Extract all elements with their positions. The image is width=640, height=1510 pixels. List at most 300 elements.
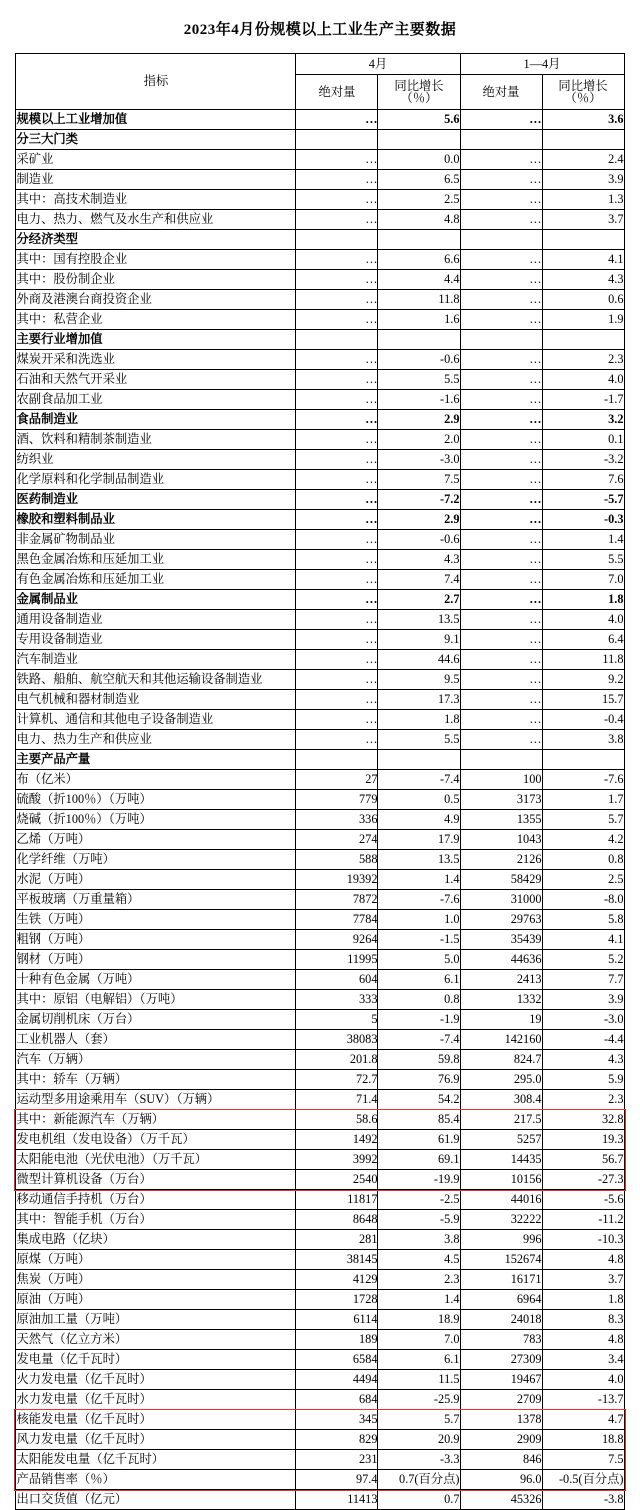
cell-month-absolute: 6114 bbox=[296, 1310, 378, 1330]
cell-cumulative-absolute: 27309 bbox=[460, 1350, 542, 1370]
cell-month-absolute: … bbox=[296, 190, 378, 210]
cell-cumulative-absolute: 100 bbox=[460, 770, 542, 790]
cell-cumulative-absolute bbox=[460, 330, 542, 350]
row-label: 非金属矿物制品业 bbox=[16, 530, 296, 550]
cell-month-yoy: 20.9 bbox=[378, 1430, 460, 1450]
cell-cumulative-yoy: 2.3 bbox=[542, 350, 624, 370]
header-cumulative-yoy bbox=[542, 75, 624, 110]
cell-month-absolute: 3992 bbox=[296, 1150, 378, 1170]
table-row bbox=[16, 1270, 624, 1290]
cell-month-absolute bbox=[296, 330, 378, 350]
cell-month-yoy: 5.0 bbox=[378, 950, 460, 970]
cell-cumulative-yoy: 3.8 bbox=[542, 730, 624, 750]
cell-cumulative-absolute: … bbox=[460, 590, 542, 610]
cell-month-yoy: -5.9 bbox=[378, 1210, 460, 1230]
cell-month-yoy: 18.9 bbox=[378, 1310, 460, 1330]
table-row bbox=[16, 510, 624, 530]
cell-cumulative-yoy: -0.3 bbox=[542, 510, 624, 530]
cell-cumulative-absolute: 1332 bbox=[460, 990, 542, 1010]
cell-cumulative-yoy: 7.7 bbox=[542, 970, 624, 990]
cell-month-yoy: 6.5 bbox=[378, 170, 460, 190]
cell-cumulative-yoy: 0.1 bbox=[542, 430, 624, 450]
row-label: 计算机、通信和其他电子设备制造业 bbox=[16, 710, 296, 730]
cell-month-absolute: 1492 bbox=[296, 1130, 378, 1150]
cell-cumulative-absolute: … bbox=[460, 290, 542, 310]
cell-cumulative-absolute: 295.0 bbox=[460, 1070, 542, 1090]
cell-month-yoy: 2.5 bbox=[378, 190, 460, 210]
cell-cumulative-absolute: 31000 bbox=[460, 890, 542, 910]
header-cumulative-absolute: 绝对量 bbox=[460, 75, 542, 110]
table-row bbox=[16, 610, 624, 630]
cell-month-absolute: … bbox=[296, 510, 378, 530]
cell-month-absolute: 336 bbox=[296, 810, 378, 830]
cell-cumulative-yoy: 5.9 bbox=[542, 1070, 624, 1090]
table-row bbox=[16, 410, 624, 430]
row-label: 太阳能电池（光伏电池）（万千瓦） bbox=[16, 1150, 296, 1170]
cell-cumulative-absolute: … bbox=[460, 210, 542, 230]
table-row bbox=[16, 1390, 624, 1410]
cell-cumulative-absolute: … bbox=[460, 410, 542, 430]
table-row bbox=[16, 170, 624, 190]
table-row bbox=[16, 910, 624, 930]
cell-cumulative-yoy bbox=[542, 230, 624, 250]
row-label: 原油（万吨） bbox=[16, 1290, 296, 1310]
row-label: 其中：新能源汽车（万辆） bbox=[16, 1110, 296, 1130]
row-label: 焦炭（万吨） bbox=[16, 1270, 296, 1290]
header-cumulative-yoy-line2: （％） bbox=[564, 91, 602, 105]
cell-cumulative-yoy: 4.0 bbox=[542, 1370, 624, 1390]
cell-month-absolute: … bbox=[296, 690, 378, 710]
cell-month-absolute: … bbox=[296, 670, 378, 690]
cell-month-absolute: 97.4 bbox=[296, 1470, 378, 1490]
cell-cumulative-yoy: 32.8 bbox=[542, 1110, 624, 1130]
table-row bbox=[16, 730, 624, 750]
cell-month-yoy: -7.6 bbox=[378, 890, 460, 910]
row-label: 发电量（亿千瓦时） bbox=[16, 1350, 296, 1370]
row-label: 其中：国有控股企业 bbox=[16, 250, 296, 270]
cell-month-absolute: … bbox=[296, 310, 378, 330]
cell-month-yoy: -1.6 bbox=[378, 390, 460, 410]
cell-month-yoy: 59.8 bbox=[378, 1050, 460, 1070]
row-label: 粗钢（万吨） bbox=[16, 930, 296, 950]
row-label: 其中：私营企业 bbox=[16, 310, 296, 330]
table-row bbox=[16, 950, 624, 970]
cell-month-absolute: … bbox=[296, 290, 378, 310]
row-label: 天然气（亿立方米） bbox=[16, 1330, 296, 1350]
cell-month-yoy: -25.9 bbox=[378, 1390, 460, 1410]
cell-month-absolute: 231 bbox=[296, 1450, 378, 1470]
table-row bbox=[16, 190, 624, 210]
cell-cumulative-yoy: -5.6 bbox=[542, 1190, 624, 1210]
cell-cumulative-absolute: 19 bbox=[460, 1010, 542, 1030]
cell-month-absolute: 333 bbox=[296, 990, 378, 1010]
cell-cumulative-yoy: 5.5 bbox=[542, 550, 624, 570]
cell-month-absolute: … bbox=[296, 570, 378, 590]
row-label: 专用设备制造业 bbox=[16, 630, 296, 650]
cell-month-yoy: 17.9 bbox=[378, 830, 460, 850]
header-month-yoy-line2: （％） bbox=[400, 91, 438, 105]
cell-cumulative-yoy: 1.3 bbox=[542, 190, 624, 210]
cell-cumulative-yoy: 0.6 bbox=[542, 290, 624, 310]
cell-cumulative-absolute: … bbox=[460, 370, 542, 390]
cell-month-yoy: 5.7 bbox=[378, 1410, 460, 1430]
cell-month-yoy bbox=[378, 750, 460, 770]
row-label: 水泥（万吨） bbox=[16, 870, 296, 890]
cell-cumulative-absolute: 217.5 bbox=[460, 1110, 542, 1130]
cell-month-absolute: 71.4 bbox=[296, 1090, 378, 1110]
cell-month-absolute: … bbox=[296, 710, 378, 730]
row-label: 纺织业 bbox=[16, 450, 296, 470]
table-row bbox=[16, 110, 624, 130]
table-row bbox=[16, 1130, 624, 1150]
cell-month-yoy: -1.9 bbox=[378, 1010, 460, 1030]
cell-month-yoy: 6.1 bbox=[378, 970, 460, 990]
cell-cumulative-yoy: 0.8 bbox=[542, 850, 624, 870]
cell-cumulative-absolute: … bbox=[460, 170, 542, 190]
cell-cumulative-absolute: 1043 bbox=[460, 830, 542, 850]
cell-month-absolute: … bbox=[296, 410, 378, 430]
cell-cumulative-absolute: 16171 bbox=[460, 1270, 542, 1290]
row-label: 其中：原铝（电解铝）（万吨） bbox=[16, 990, 296, 1010]
cell-month-yoy: 61.9 bbox=[378, 1130, 460, 1150]
cell-cumulative-yoy: 4.8 bbox=[542, 1250, 624, 1270]
cell-month-yoy: 4.3 bbox=[378, 550, 460, 570]
cell-month-absolute: … bbox=[296, 550, 378, 570]
cell-cumulative-absolute: … bbox=[460, 470, 542, 490]
cell-month-yoy: 1.6 bbox=[378, 310, 460, 330]
cell-month-yoy: -3.0 bbox=[378, 450, 460, 470]
cell-month-yoy: 0.5 bbox=[378, 790, 460, 810]
table-row bbox=[16, 930, 624, 950]
row-label: 原油加工量（万吨） bbox=[16, 1310, 296, 1330]
cell-cumulative-yoy: 2.4 bbox=[542, 150, 624, 170]
cell-cumulative-yoy: -1.7 bbox=[542, 390, 624, 410]
table-row bbox=[16, 810, 624, 830]
cell-month-absolute: 11817 bbox=[296, 1190, 378, 1210]
table-row bbox=[16, 1070, 624, 1090]
cell-month-absolute: … bbox=[296, 530, 378, 550]
cell-cumulative-absolute: 142160 bbox=[460, 1030, 542, 1050]
table-row bbox=[16, 1450, 624, 1470]
cell-month-absolute: … bbox=[296, 250, 378, 270]
cell-month-absolute: … bbox=[296, 590, 378, 610]
cell-cumulative-yoy bbox=[542, 330, 624, 350]
table-row bbox=[16, 1150, 624, 1170]
row-label: 烧碱（折100％）（万吨） bbox=[16, 810, 296, 830]
cell-cumulative-yoy: -0.5(百分点) bbox=[542, 1470, 624, 1490]
cell-cumulative-absolute: 24018 bbox=[460, 1310, 542, 1330]
cell-month-absolute: … bbox=[296, 270, 378, 290]
cell-month-yoy: -7.2 bbox=[378, 490, 460, 510]
table-row bbox=[16, 1110, 624, 1130]
table-row bbox=[16, 990, 624, 1010]
table-row bbox=[16, 150, 624, 170]
cell-month-yoy: 11.8 bbox=[378, 290, 460, 310]
cell-month-absolute: 604 bbox=[296, 970, 378, 990]
row-label: 其中：高技术制造业 bbox=[16, 190, 296, 210]
row-label: 农副食品加工业 bbox=[16, 390, 296, 410]
cell-month-yoy bbox=[378, 230, 460, 250]
cell-month-absolute: 5 bbox=[296, 1010, 378, 1030]
cell-month-yoy: 44.6 bbox=[378, 650, 460, 670]
row-label: 平板玻璃（万重量箱） bbox=[16, 890, 296, 910]
table-body bbox=[16, 110, 624, 1510]
cell-cumulative-yoy: -3.8 bbox=[542, 1490, 624, 1510]
cell-cumulative-yoy: 3.4 bbox=[542, 1350, 624, 1370]
cell-month-yoy: -7.4 bbox=[378, 770, 460, 790]
cell-month-yoy: 1.8 bbox=[378, 710, 460, 730]
table-row bbox=[16, 290, 624, 310]
cell-cumulative-yoy: 18.8 bbox=[542, 1430, 624, 1450]
cell-cumulative-absolute: … bbox=[460, 730, 542, 750]
cell-cumulative-absolute: … bbox=[460, 570, 542, 590]
table-row bbox=[16, 630, 624, 650]
table-row bbox=[16, 310, 624, 330]
cell-month-absolute: 4494 bbox=[296, 1370, 378, 1390]
table-header bbox=[16, 54, 624, 110]
cell-month-absolute bbox=[296, 230, 378, 250]
cell-cumulative-absolute: 5257 bbox=[460, 1130, 542, 1150]
row-label: 其中：智能手机（万台） bbox=[16, 1210, 296, 1230]
cell-cumulative-yoy: 56.7 bbox=[542, 1150, 624, 1170]
cell-cumulative-yoy: -0.4 bbox=[542, 710, 624, 730]
cell-cumulative-yoy: -5.7 bbox=[542, 490, 624, 510]
cell-cumulative-yoy bbox=[542, 130, 624, 150]
cell-cumulative-absolute: 308.4 bbox=[460, 1090, 542, 1110]
row-label: 规模以上工业增加值 bbox=[16, 110, 296, 130]
table-row bbox=[16, 130, 624, 150]
table-row bbox=[16, 1090, 624, 1110]
cell-month-absolute bbox=[296, 750, 378, 770]
cell-month-yoy bbox=[378, 130, 460, 150]
cell-month-yoy: 2.7 bbox=[378, 590, 460, 610]
row-label: 外商及港澳台商投资企业 bbox=[16, 290, 296, 310]
table-row bbox=[16, 1170, 624, 1190]
table-row bbox=[16, 1310, 624, 1330]
row-label: 食品制造业 bbox=[16, 410, 296, 430]
cell-month-yoy: 13.5 bbox=[378, 610, 460, 630]
cell-month-absolute: … bbox=[296, 210, 378, 230]
table-row bbox=[16, 650, 624, 670]
cell-cumulative-yoy: 11.8 bbox=[542, 650, 624, 670]
cell-month-absolute: … bbox=[296, 650, 378, 670]
cell-month-yoy: 0.7(百分点) bbox=[378, 1470, 460, 1490]
row-label: 出口交货值（亿元） bbox=[16, 1490, 296, 1510]
cell-month-yoy: 4.8 bbox=[378, 210, 460, 230]
cell-cumulative-absolute: 45326 bbox=[460, 1490, 542, 1510]
table-row bbox=[16, 890, 624, 910]
table-row bbox=[16, 370, 624, 390]
row-label: 电力、热力、燃气及水生产和供应业 bbox=[16, 210, 296, 230]
cell-month-yoy: 7.5 bbox=[378, 470, 460, 490]
header-cumulative-yoy-line1: 同比增长 bbox=[558, 78, 608, 93]
cell-cumulative-absolute: … bbox=[460, 550, 542, 570]
cell-month-absolute: 829 bbox=[296, 1430, 378, 1450]
cell-month-yoy: 7.4 bbox=[378, 570, 460, 590]
row-label: 金属切削机床（万台） bbox=[16, 1010, 296, 1030]
cell-month-yoy: 9.5 bbox=[378, 670, 460, 690]
cell-cumulative-absolute: … bbox=[460, 670, 542, 690]
row-label: 酒、饮料和精制茶制造业 bbox=[16, 430, 296, 450]
cell-cumulative-absolute: … bbox=[460, 390, 542, 410]
cell-month-yoy: -0.6 bbox=[378, 350, 460, 370]
table-row bbox=[16, 1350, 624, 1370]
table-row bbox=[16, 750, 624, 770]
table-row bbox=[16, 1250, 624, 1270]
table-row bbox=[16, 770, 624, 790]
header-indicator: 指标 bbox=[16, 54, 296, 110]
cell-month-absolute: 684 bbox=[296, 1390, 378, 1410]
page-title: 2023年4月份规模以上工业生产主要数据 bbox=[183, 22, 457, 38]
cell-cumulative-absolute: … bbox=[460, 450, 542, 470]
cell-cumulative-absolute: … bbox=[460, 110, 542, 130]
table-row bbox=[16, 830, 624, 850]
table-row bbox=[16, 570, 624, 590]
row-label: 风力发电量（亿千瓦时） bbox=[16, 1430, 296, 1450]
table-row bbox=[16, 1370, 624, 1390]
cell-cumulative-absolute: … bbox=[460, 610, 542, 630]
cell-cumulative-absolute: … bbox=[460, 310, 542, 330]
cell-cumulative-absolute: 2126 bbox=[460, 850, 542, 870]
cell-month-absolute: 274 bbox=[296, 830, 378, 850]
row-label: 主要行业增加值 bbox=[16, 330, 296, 350]
cell-month-yoy: -1.5 bbox=[378, 930, 460, 950]
cell-month-absolute: 11995 bbox=[296, 950, 378, 970]
cell-month-absolute: 8648 bbox=[296, 1210, 378, 1230]
cell-cumulative-absolute: … bbox=[460, 150, 542, 170]
cell-month-yoy: -0.6 bbox=[378, 530, 460, 550]
cell-month-absolute bbox=[296, 130, 378, 150]
table-row bbox=[16, 590, 624, 610]
table-row bbox=[16, 1050, 624, 1070]
cell-cumulative-absolute: 3173 bbox=[460, 790, 542, 810]
table-row bbox=[16, 1030, 624, 1050]
cell-cumulative-yoy: 5.7 bbox=[542, 810, 624, 830]
row-label: 其中：股份制企业 bbox=[16, 270, 296, 290]
cell-month-yoy: 5.5 bbox=[378, 370, 460, 390]
header-group-cumulative: 1—4月 bbox=[460, 54, 624, 75]
cell-month-yoy: 5.5 bbox=[378, 730, 460, 750]
cell-month-yoy: 13.5 bbox=[378, 850, 460, 870]
cell-month-absolute: … bbox=[296, 110, 378, 130]
row-label: 原煤（万吨） bbox=[16, 1250, 296, 1270]
cell-month-absolute: 7784 bbox=[296, 910, 378, 930]
cell-cumulative-absolute: … bbox=[460, 690, 542, 710]
table-row bbox=[16, 1330, 624, 1350]
cell-cumulative-absolute: … bbox=[460, 250, 542, 270]
row-label: 医药制造业 bbox=[16, 490, 296, 510]
cell-cumulative-absolute: 783 bbox=[460, 1330, 542, 1350]
header-month-yoy-line1: 同比增长 bbox=[394, 78, 444, 93]
cell-cumulative-yoy: -4.4 bbox=[542, 1030, 624, 1050]
table-row bbox=[16, 790, 624, 810]
cell-cumulative-yoy: 4.0 bbox=[542, 610, 624, 630]
cell-month-yoy: 6.6 bbox=[378, 250, 460, 270]
cell-month-absolute: 6584 bbox=[296, 1350, 378, 1370]
cell-cumulative-yoy: 3.6 bbox=[542, 110, 624, 130]
cell-cumulative-yoy: 1.7 bbox=[542, 790, 624, 810]
row-label: 集成电路（亿块） bbox=[16, 1230, 296, 1250]
cell-cumulative-yoy: 1.4 bbox=[542, 530, 624, 550]
cell-cumulative-absolute: 10156 bbox=[460, 1170, 542, 1190]
cell-month-yoy: 1.4 bbox=[378, 870, 460, 890]
cell-cumulative-yoy: -13.7 bbox=[542, 1390, 624, 1410]
cell-cumulative-absolute bbox=[460, 130, 542, 150]
row-label: 煤炭开采和洗选业 bbox=[16, 350, 296, 370]
cell-month-yoy: 2.0 bbox=[378, 430, 460, 450]
cell-month-yoy: 4.9 bbox=[378, 810, 460, 830]
cell-month-yoy: -7.4 bbox=[378, 1030, 460, 1050]
row-label: 移动通信手持机（万台） bbox=[16, 1190, 296, 1210]
table-row bbox=[16, 1470, 624, 1490]
table-row bbox=[16, 210, 624, 230]
cell-cumulative-yoy: 4.1 bbox=[542, 930, 624, 950]
row-label: 微型计算机设备（万台） bbox=[16, 1170, 296, 1190]
cell-cumulative-absolute: 19467 bbox=[460, 1370, 542, 1390]
cell-cumulative-yoy: -10.3 bbox=[542, 1230, 624, 1250]
cell-cumulative-absolute: 14435 bbox=[460, 1150, 542, 1170]
cell-cumulative-yoy: -11.2 bbox=[542, 1210, 624, 1230]
cell-cumulative-absolute bbox=[460, 230, 542, 250]
cell-month-absolute: 281 bbox=[296, 1230, 378, 1250]
cell-month-absolute: … bbox=[296, 150, 378, 170]
row-label: 汽车制造业 bbox=[16, 650, 296, 670]
cell-cumulative-absolute bbox=[460, 750, 542, 770]
cell-cumulative-yoy: 19.3 bbox=[542, 1130, 624, 1150]
cell-month-yoy: 76.9 bbox=[378, 1070, 460, 1090]
cell-cumulative-yoy: 4.0 bbox=[542, 370, 624, 390]
cell-cumulative-yoy: -8.0 bbox=[542, 890, 624, 910]
table-row bbox=[16, 1430, 624, 1450]
cell-cumulative-yoy: 1.9 bbox=[542, 310, 624, 330]
cell-cumulative-yoy: 4.2 bbox=[542, 830, 624, 850]
cell-cumulative-yoy: 6.4 bbox=[542, 630, 624, 650]
header-month-yoy bbox=[378, 75, 460, 110]
table-row bbox=[16, 330, 624, 350]
cell-cumulative-absolute: 96.0 bbox=[460, 1470, 542, 1490]
cell-month-absolute: 58.6 bbox=[296, 1110, 378, 1130]
table-row bbox=[16, 870, 624, 890]
cell-month-absolute: … bbox=[296, 350, 378, 370]
cell-month-absolute: 1728 bbox=[296, 1290, 378, 1310]
cell-month-absolute: 201.8 bbox=[296, 1050, 378, 1070]
row-label: 通用设备制造业 bbox=[16, 610, 296, 630]
cell-cumulative-yoy: 3.9 bbox=[542, 990, 624, 1010]
row-label: 核能发电量（亿千瓦时） bbox=[16, 1410, 296, 1430]
cell-month-yoy: 4.4 bbox=[378, 270, 460, 290]
cell-month-absolute: … bbox=[296, 430, 378, 450]
cell-cumulative-absolute: … bbox=[460, 430, 542, 450]
cell-month-yoy: 69.1 bbox=[378, 1150, 460, 1170]
row-label: 主要产品产量 bbox=[16, 750, 296, 770]
cell-month-absolute: 189 bbox=[296, 1330, 378, 1350]
industrial-production-table bbox=[15, 53, 624, 1510]
table-row bbox=[16, 550, 624, 570]
cell-cumulative-absolute: 29763 bbox=[460, 910, 542, 930]
cell-cumulative-yoy: 4.7 bbox=[542, 1410, 624, 1430]
table-row bbox=[16, 670, 624, 690]
cell-cumulative-yoy: 15.7 bbox=[542, 690, 624, 710]
cell-month-absolute: 9264 bbox=[296, 930, 378, 950]
cell-month-yoy: 6.1 bbox=[378, 1350, 460, 1370]
cell-cumulative-absolute: 996 bbox=[460, 1230, 542, 1250]
cell-cumulative-absolute: … bbox=[460, 490, 542, 510]
table-row bbox=[16, 430, 624, 450]
cell-month-yoy: 17.3 bbox=[378, 690, 460, 710]
cell-cumulative-yoy: 7.0 bbox=[542, 570, 624, 590]
table-row bbox=[16, 690, 624, 710]
cell-month-absolute: 38083 bbox=[296, 1030, 378, 1050]
